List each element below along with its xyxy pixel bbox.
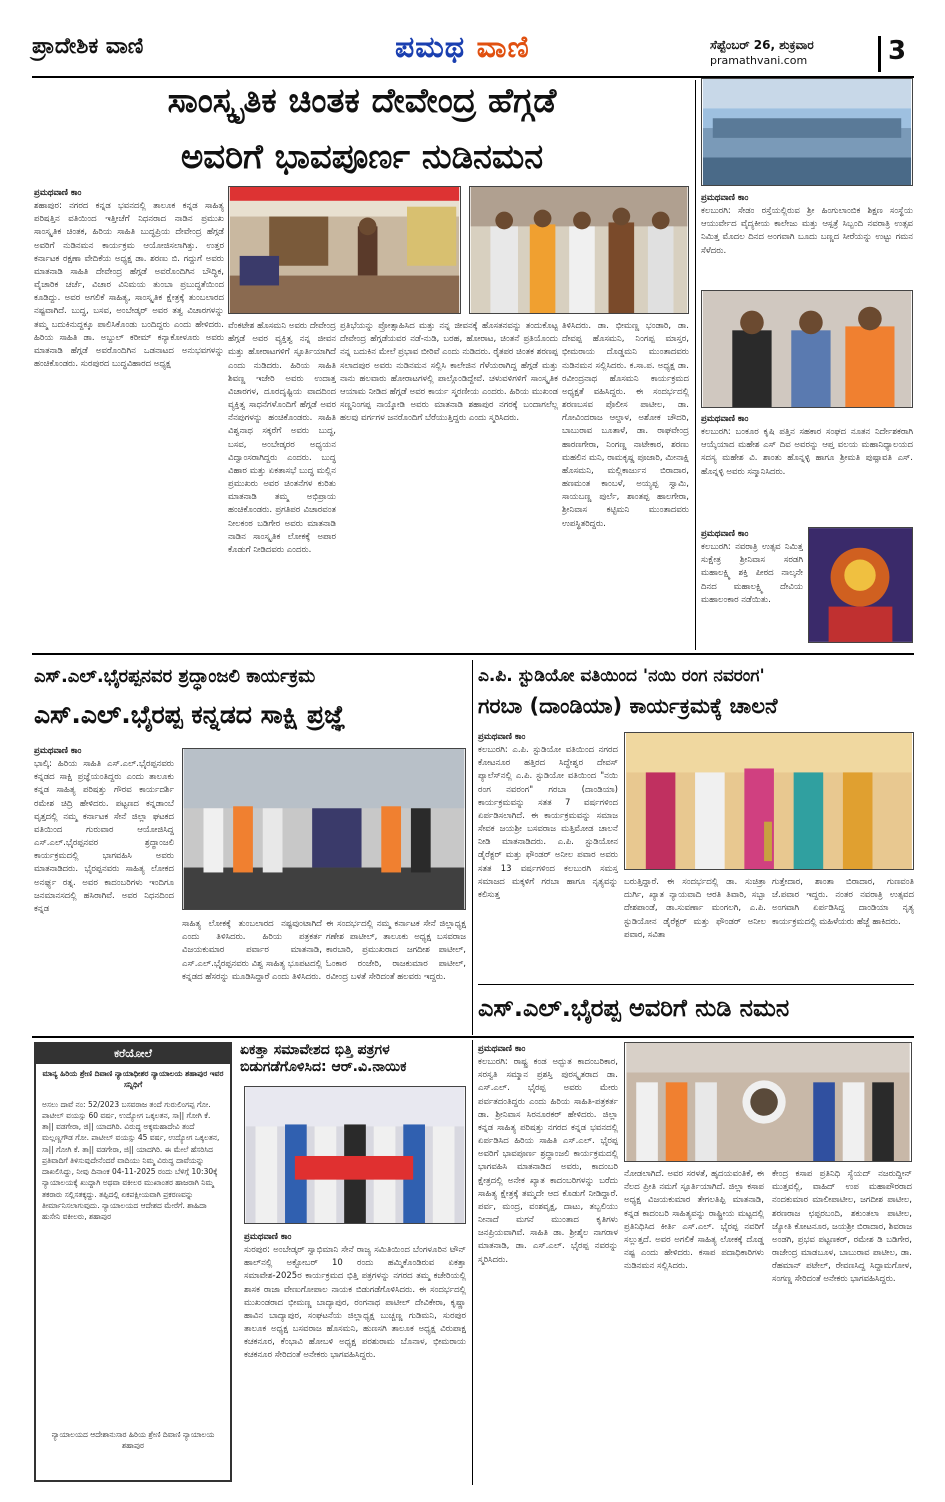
- photo-goddess-decoration: [809, 528, 912, 642]
- photo-byrappa-tribute: [625, 1043, 911, 1161]
- garba-byline: ಪ್ರಮಥವಾಣಿ ಕಾಂ: [478, 732, 526, 742]
- side-brief2-byline: ಪ್ರಮಥವಾಣಿ ಕಾಂ: [701, 414, 749, 424]
- side-brief3-byline: ಪ್ರಮಥವಾಣಿ ಕಾಂ: [701, 529, 749, 539]
- lead-headline-1: ಸಾಂಸ್ಕೃತಿಕ ಚಿಂತಕ ದೇವೇಂದ್ರ ಹೆಗ್ಗಡೆ: [167, 81, 557, 121]
- garba-rule: [478, 984, 914, 985]
- garba-col1: ಕಲಬುರಗಿ: ಎ.ಪಿ. ಸ್ಟುಡಿಯೋ ವತಿಯಿಂದ ನಗರದ ಕೋಟನೂರ ಹತ್ತಿರದ ಸಿದ್ಧೇಶ್ವರ ದೇವಸ್ ಪ್ಯಾಲೆಸ್‌ನಲ್ಲಿ ಎ.ಪಿ. ಸ್ಟುಡಿಯೋ ವತಿಯಿಂದ "ನಯಿ ರಂಗ ನವರಂಗ" ಗರಬಾ (ದಾಂಡಿಯಾ) ಕಾರ್ಯಕ್ರಮವನ್ನು ಸತತ 7 ವರ್ಷಗಳಿಂದ ಏರ್ಪಡಿಸಲಾಗಿದೆ. ಈ ಕಾರ್ಯಕ್ರಮವನ್ನು ಸಮಾಜ ಸೇವಕ ಜಯಶ್ರೀ ಬಸವರಾಜ ಮತ್ತಿಮೋಡ ಚಾಲನೆ ನೀಡಿ ಮಾತನಾಡಿದರು. ಎ.ಪಿ. ಸ್ಟುಡಿಯೋನ ಡೈರೆಕ್ಟರ್ ಮತ್ತು ಫೌಂಡರ್ ಅನೀಲ ಪವಾರ ಅವರು ಸತತ 13 ವರ್ಷಗಳಿಂದ ಕಲಬುರಗಿ ಸಮಸ್ತ ಸಮಾಜದ ಮಕ್ಕಳಿಗೆ ಗರಬಾ ಹಾಗೂ ನೃತ್ಯವನ್ನು ಕಲಿಸುತ್ತ: [478, 745, 618, 900]
- masthead-part2: ವಾಣಿ: [476, 30, 530, 65]
- photo-felicitation: [702, 291, 912, 407]
- unity-photo: [244, 1086, 466, 1224]
- section-title: ಪ್ರಾದೇಶಿಕ ವಾಣಿ: [32, 34, 144, 59]
- photo-group-tribute: [470, 187, 688, 313]
- lower-rule: [32, 1036, 914, 1038]
- lead-photo-group: [469, 186, 689, 314]
- garba-col2: ಬರುತ್ತಿದ್ದಾರೆ. ಈ ಸಂದರ್ಭದಲ್ಲಿ ಡಾ. ಸುಚಿತ್ರಾ ದುರ್ಗಿ, ಖ್ಯಾತ ನ್ಯಾಯವಾದಿ ಆರತಿ ತಿವಾರಿ, ಸಬ್ಬಾ ದೇಶಪಾಂಡೆ, ಡಾ.ಸುವರ್ಣಾ ಮಂಗಲಗಿ, ಎ.ಪಿ. ಸ್ಟುಡಿಯೋನ ಡೈರೆಕ್ಟರ್ ಮತ್ತು ಫೌಂಡರ್ ಅನೀಲ ಪವಾರ, ಸವಿತಾ: [624, 877, 766, 940]
- byrappa-headline-2: ಎಸ್.ಎಲ್.ಭೈರಪ್ಪ ಕನ್ನಡದ ಸಾಕ್ಷಿ ಪ್ರಜ್ಞೆ: [34, 700, 346, 729]
- photo-garba-inauguration: [625, 733, 913, 869]
- lead-col2: ವೆಂಕಟೇಶ ಹೊಸಮನಿ ಅವರು ದೇವೇಂದ್ರ ಹೆಗ್ಗಡೆ ಅವರ ವ್ಯಕ್ತಿತ್ವ ನನ್ನ ಜೀವನ ಮತ್ತು ಹೋರಾಟಗಳಿಗೆ ಸ್ಫೂರ್ತಿಯಾಗಿದೆ ಎಂದು ನುಡಿದರು. ಹಿರಿಯ ಸಾಹಿತಿ ಶಿವಣ್ಣ ಇಜೇರಿ ಅವರು ಉದಾತ್ತ ವಿಚಾರಗಳ, ದೂರದೃಷ್ಟಿಯ ವಾದದಿಂದ ವ್ಯಕ್ತಿತ್ವ ಸಾಧನೆಗಳೊಂದಿಗೆ ಹೆಗ್ಗಡೆ ಅವರ ನೆನಪುಗಳನ್ನು ಹಂಚಿಕೊಂಡರು. ಸಾಹಿತಿ ವಿಶ್ವನಾಥ ಸಕ್ಕರೆಗೆ ಅವರು ಬುದ್ಧ, ಬಸವ, ಅಂಬೇಡ್ಕರರ ಅಧ್ಯಯನ ವಿದ್ವಾಂಸರಾಗಿದ್ದರು ಎಂದರು. ಬುದ್ಧ ವಿಹಾರ ಮತ್ತು ಏಕತಾಸಭೆ ಬುದ್ಧ ಮಲ್ಲಿನ ಪ್ರಮುಖರು ಅವರ ಚಿಂತನೆಗಳ ಕುರಿತು ಮಾತನಾಡಿ ತಮ್ಮ ಅಭಿಪ್ರಾಯ ಹಂಚಿಕೊಂಡರು. ಪ್ರಗತಿಪರ ವಿಚಾರವಂತ ನೀಲಕಂಠ ಬಡಿಗೇರ ಅವರು ಮಾತನಾಡಿ ನಾಡಿನ ಸಾಂಸ್ಕೃತಿಕ ಲೋಕಕ್ಕೆ ಅಪಾರ ಕೊಡುಗೆ ನೀಡಿದವರು ಎಂದರು.: [228, 321, 336, 555]
- byrappa-col2: ಸಾಹಿತ್ಯ ಲೋಕಕ್ಕೆ ತುಂಬಲಾರದ ನಷ್ಟವುಂಟಾಗಿದೆ ಎಂದು ತಿಳಿಸಿದರು. ಹಿರಿಯ ಪತ್ರಕರ್ತ ವಿಜಯಕುಮಾರ ಪರ್ವಾರ ಮಾತನಾಡಿ, ಎಸ್.ಎಲ್.ಭೈರಪ್ಪನವರು ವಿಶ್ವ ಸಾಹಿತ್ಯ ಭೂಪಟದಲ್ಲಿ ಕನ್ನಡದ ಹೆಸರನ್ನು ಮೂಡಿಸಿದ್ದಾರೆ ಎಂದು ತಿಳಿಸಿದರು.: [182, 919, 322, 982]
- side-photo-nurses: [701, 78, 913, 186]
- side-brief1-text: ಕಲಬುರಗಿ: ಸೇಡಂ ರಸ್ತೆಯಲ್ಲಿರುವ ಶ್ರೀ ಹಿಂಗುಲಾಂಬಿಕ ಶಿಕ್ಷಣ ಸಂಸ್ಥೆಯ ಆಯುರ್ವೇದ ವೈದ್ಯಕೀಯ ಕಾಲೇಜು ಮತ್ತು ಆಸ್ಪತ್ರೆ ಸಿಬ್ಬಂದಿ ನವರಾತ್ರಿ ಉತ್ಸವ ನಿಮಿತ್ತ ಮೊದಲ ದಿನದ ಅಂಗವಾಗಿ ಬೂದು ಬಣ್ಣದ ಸೀರೆಯನ್ನು ಉಟ್ಟು ಗಮನ ಸೆಳೆದರು.: [701, 206, 913, 256]
- photo-stage-speaker: [229, 187, 460, 313]
- tribute-col1: ಕಲಬುರಗಿ: ರಾಷ್ಟ್ರ ಕಂಡ ಅದ್ಭುತ ಕಾದಂಬರಿಕಾರ, ಸರಸ್ವತಿ ಸಮ್ಮಾನ ಪ್ರಶಸ್ತಿ ಪುರಸ್ಕೃತರಾದ ಡಾ. ಎಸ್.ಎಲ್. ಭೈರಪ್ಪ ಅವರು ಮೇರು ಪರ್ವತದಂತಿದ್ದರು ಎಂದು ಹಿರಿಯ ಸಾಹಿತಿ-ಪತ್ರಕರ್ತ ಡಾ. ಶ್ರೀನಿವಾಸ ಸಿರನೂರಕರ್ ಹೇಳಿದರು. ಜಿಲ್ಲಾ ಕನ್ನಡ ಸಾಹಿತ್ಯ ಪರಿಷತ್ತು ನಗರದ ಕನ್ನಡ ಭವನದಲ್ಲಿ ಏರ್ಪಡಿಸಿದ ಹಿರಿಯ ಸಾಹಿತಿ ಎಸ್.ಎಲ್. ಭೈರಪ್ಪ ಅವರಿಗೆ ಭಾವಪೂರ್ಣ ಶ್ರದ್ಧಾಂಜಲಿ ಕಾರ್ಯಕ್ರಮದಲ್ಲಿ ಭಾಗವಹಿಸಿ ಮಾತನಾಡಿದ ಅವರು, ಕಾದಂಬರಿ ಕ್ಷೇತ್ರದಲ್ಲಿ ಅನೇಕ ಖ್ಯಾತ ಕಾದಂಬರಿಗಳನ್ನು ಬರೆದು ಸಾಹಿತ್ಯ ಕ್ಷೇತ್ರಕ್ಕೆ ತಮ್ಮದೇ ಆದ ಕೊಡುಗೆ ನೀಡಿದ್ದಾರೆ. ಪರ್ವ, ಮಂದ್ರ, ವಂಶವೃಕ್ಷ, ದಾಟು, ತಬ್ಬಲಿಯು ನೀನಾದೆ ಮಗನೆ ಮುಂತಾದ ಕೃತಿಗಳು ಜನಪ್ರಿಯವಾಗಿವೆ. ಸಾಹಿತಿ ಡಾ. ಶ್ರೀಶೈಲ ನಾಗರಾಳ ಮಾತನಾಡಿ, ಡಾ. ಎಸ್.ಎಲ್. ಭೈರಪ್ಪ ನವರನ್ನು ಸ್ಮರಿಸಿದರು.: [478, 1057, 618, 1265]
- lead-headline-2: ಅವರಿಗೆ ಭಾವಪೂರ್ಣ ನುಡಿನಮನ: [180, 137, 544, 177]
- tribute-photo: [624, 1042, 912, 1162]
- notice-footer: ನ್ಯಾಯಾಲಯದ ಆದೇಶಾನುಸಾರ ಹಿರಿಯ ಶ್ರೇಣಿ ದಿವಾಣಿ ನ್ಯಾಯಾಲಯ ಶಹಾಪುರ: [51, 1429, 215, 1450]
- side-brief3-text: ಕಲಬುರಗಿ: ನವರಾತ್ರಿ ಉತ್ಸವ ನಿಮಿತ್ತ ಸುಕ್ಷೇತ್ರ ಶ್ರೀನಿವಾಸ ಸರಡಗಿ ಮಹಾಲಕ್ಷ್ಮಿ ಶಕ್ತಿ ಪೀಠದ ನಾಲ್ಕನೇ ದಿನದ ಮಹಾಲಕ್ಷ್ಮಿ ದೇವಿಯ ಮಹಾಲಂಕಾರ ನಡೆಯಿತು.: [701, 542, 803, 605]
- column-rule-mid: [472, 660, 473, 1035]
- garba-headline-1: ಎ.ಪಿ. ಸ್ಟುಡಿಯೋ ವತಿಯಿಂದ 'ನಯಿ ರಂಗ ನವರಂಗ': [478, 666, 765, 686]
- tribute-col2: ನೋಡಲಾಗಿದೆ. ಅವರ ಸರಳತೆ, ಹೃದಯವಂತಿಕೆ, ಈ ನೆಲದ ಪ್ರೀತಿ ನಮಗೆ ಸ್ಫೂರ್ತಿಯಾಗಿದೆ. ಜಿಲ್ಲಾ ಕಸಾಪ ಅಧ್ಯಕ್ಷ ವಿಜಯಕುಮಾರ ತೇಗಲತಿಪ್ಪಿ ಮಾತನಾಡಿ, ಕನ್ನಡ ಕಾದಂಬರಿ ಸಾಹಿತ್ಯವನ್ನು ರಾಷ್ಟ್ರೀಯ ಮಟ್ಟದಲ್ಲಿ ಪ್ರತಿನಿಧಿಸಿದ ಕೀರ್ತಿ ಎಸ್.ಎಲ್. ಭೈರಪ್ಪ ನವರಿಗೆ ಸಲ್ಲುತ್ತದೆ. ಅವರ ಅಗಲಿಕೆ ಸಾಹಿತ್ಯ ಲೋಕಕ್ಕೆ ದೊಡ್ಡ ನಷ್ಟ ಎಂದು ಹೇಳಿದರು. ಕಸಾಪ ಪದಾಧಿಕಾರಿಗಳು ನುಡಿನಮನ ಸಲ್ಲಿಸಿದರು.: [624, 1169, 764, 1272]
- photo-poster-release: [245, 1087, 465, 1223]
- byrappa-byline: ಪ್ರಮಥವಾಣಿ ಕಾಂ: [34, 746, 82, 756]
- garba-headline-2: ಗರಬಾ (ದಾಂಡಿಯಾ) ಕಾರ್ಯಕ್ರಮಕ್ಕೆ ಚಾಲನೆ: [478, 694, 778, 718]
- side-photo-felicitation: [701, 290, 913, 408]
- lead-col3: ಪ್ರತಿಭೆಯನ್ನು ಪ್ರೋತ್ಸಾಹಿಸಿದ ಮತ್ತು ನನ್ನ ಜೀವನಕ್ಕೆ ಹೊಸತನವನ್ನು ತಂದುಕೊಟ್ಟ ದೇವೇಂದ್ರ ಹೆಗ್ಗಡೆಯವರ ನಡೆ-ನುಡಿ, ಬರಹ, ಹೋರಾಟ, ಚಿಂತನೆ ಪ್ರತಿಯೊಂದು ನನ್ನ ಬದುಕಿನ ಮೇಲೆ ಪ್ರಭಾವ ಬೀರಿವೆ ಎಂದು ನುಡಿದರು. ರೈತಪರ ಚಿಂತಕ ಶರಣಪ್ಪ ಸಲಾದಪುರ ಅವರು ನುಡಿನಮನ ಸಲ್ಲಿಸಿ ಕಾಲೇಜಿನ ಗೆಳೆಯರಾಗಿದ್ದ ಹೆಗ್ಗಡೆ ಮತ್ತು ನಾನು ಹಲವಾರು ಹೋರಾಟಗಳಲ್ಲಿ ಪಾಲ್ಗೊಂಡಿದ್ದೇವೆ. ಚಳುವಳಿಗಳಿಗೆ ಸಾಂಸ್ಕೃತಿಕ ಆಯಾಮ ನೀಡಿದ ಹೆಗ್ಗಡೆ ಅವರ ಕಾರ್ಯ ಸ್ಮರಣೀಯ ಎಂದರು. ಹಿರಿಯ ಮುಖಂಡ ಸಣ್ಣನಿಂಗಪ್ಪ ನಾಯ್ಕೋಡಿ ಅವರು ಮಾತನಾಡಿ ಶಹಾಪುರ ನಗರಕ್ಕೆ ಬಂದಾಗಲೆಲ್ಲ ಹಲವು ವರ್ಗಗಳ ಜನರೊಂದಿಗೆ ಬೆರೆಯುತ್ತಿದ್ದರು ಎಂದು ಸ್ಮರಿಸಿದರು.: [340, 321, 558, 424]
- column-rule-right: [695, 80, 696, 650]
- lead-col1: ಶಹಾಪುರ: ನಗರದ ಕನ್ನಡ ಭವನದಲ್ಲಿ ತಾಲೂಕ ಕನ್ನಡ ಸಾಹಿತ್ಯ ಪರಿಷತ್ತಿನ ವತಿಯಿಂದ ಇತ್ತೀಚೆಗೆ ನಿಧನರಾದ ನಾಡಿನ ಪ್ರಮುಖ ಸಾಂಸ್ಕೃತಿಕ ಚಿಂತಕ, ಹಿರಿಯ ಸಾಹಿತಿ ಬುದ್ಧಪ್ರಿಯ ದೇವೇಂದ್ರ ಹೆಗ್ಗಡೆ ಅವರಿಗೆ ನುಡಿನಮನ ಕಾರ್ಯಕ್ರಮ ಆಯೋಜಿಸಲಾಗಿತ್ತು. ಉತ್ತರ ಕರ್ನಾಟಕ ರಕ್ಷಣಾ ವೇದಿಕೆಯ ಅಧ್ಯಕ್ಷ ಡಾ. ಶರಣು ಬಿ. ಗದ್ದುಗೆ ಅವರು ಮಾತನಾಡಿ ಸಾಹಿತಿ ದೇವೇಂದ್ರ ಹೆಗ್ಗಡೆ ಅವರೊಂದಿಗಿನ ಬೌದ್ಧಿಕ, ವೈಚಾರಿಕ ಚರ್ಚೆ, ವಿಚಾರ ವಿನಿಮಯ ತುಂಬಾ ಪ್ರಬುದ್ಧತೆಯಿಂದ ಕೂಡಿದ್ದು. ಅವರ ಅಗಲಿಕೆ ಸಾಹಿತ್ಯ, ಸಾಂಸ್ಕೃತಿಕ ಕ್ಷೇತ್ರಕ್ಕೆ ತುಂಬಲಾರದ ನಷ್ಟವಾಗಿದೆ. ಬುದ್ಧ, ಬಸವ, ಅಂಬೇಡ್ಕರ್ ಅವರ ತತ್ವ ವಿಚಾರಗಳನ್ನು ತಮ್ಮ ಬದುಕಿನುದ್ದಕ್ಕೂ ಪಾಲಿಸಿಕೊಂಡು ಬಂದಿದ್ದರು ಎಂದು ಹೇಳಿದರು. ಹಿರಿಯ ಸಾಹಿತಿ ಡಾ. ಅಬ್ದುಲ್ ಕರೀಮ್ ಕನ್ಯಾಕೋಳೂರು ಅವರು ಮಾತನಾಡಿ ಹೆಗ್ಗಡೆ ಅವರೊಂದಿಗಿನ ಒಡನಾಟದ ಅನುಭವಗಳನ್ನು ಹಂಚಿಕೊಂಡರು. ಸುರಪುರದ ಬುದ್ಧವಿಹಾರದ ಅಧ್ಯಕ್ಷ: [34, 201, 224, 370]
- website-link[interactable]: pramathvani.com: [710, 54, 808, 67]
- side-brief2-text: ಕಲಬುರಗಿ: ಬಂಕೂರ ಕೃಷಿ ಪತ್ತಿನ ಸಹಕಾರ ಸಂಘದ ನೂತನ ನಿರ್ದೇಶಕರಾಗಿ ಆಯ್ಕೆಯಾದ ಮಹೇಶ ಎಸ್ ದಿವ ಅವರನ್ನು ಆಪ್ತ ವಲಯ ಮಹಾನಿಧ್ಯಾಲಯದ ಸದಸ್ಯ ಮಹೇಶ ವಿ. ಶಾಂತು ಹೊನ್ನಳ್ಳಿ ಹಾಗೂ ಶ್ರೀಮತಿ ಪುಷ್ಪಾವತಿ ಎಸ್. ಹೊನ್ನಳ್ಳಿ ಅವರು ಸನ್ಮಾನಿಸಿದರು.: [701, 427, 913, 477]
- side-photo-goddess: [808, 527, 913, 643]
- byrappa-photo: [182, 748, 466, 910]
- lead-photo-stage: [228, 186, 461, 314]
- issue-date: ಸೆಪ್ಟೆಂಬರ್ 26, ಶುಕ್ರವಾರ: [710, 38, 814, 52]
- tribute-col3: ಕೇಂದ್ರ ಕಸಾಪ ಪ್ರತಿನಿಧಿ ಸ್ಯೆಯದ್ ನಜರುದ್ದೀನ್ ಮುತ್ತವಲ್ಲಿ, ವಾಹಿದ್ ಉಪ ಮಹಾಪೌರರಾದ ನಂದಕುಮಾರ ಮಾಲೀಪಾಟೀಲ, ಜಗದೀಶ ಪಾಟೀಲ, ಶರಣರಾಜ ಛಪ್ಪರಬಂದಿ, ಶಕುಂತಲಾ ಪಾಟೀಲ, ಜ್ಯೋತಿ ಕೋಟನೂರ, ಜಯಶ್ರೀ ಬಿರಾದಾರ, ಶಿವರಾಜ ಅಂಡಗಿ, ಪ್ರಭವ ಪಟ್ಟಣಕರ್, ರಮೇಶ ಡಿ ಬಡಿಗೇರ, ರಾಜೇಂದ್ರ ಮಾಡಬೂಳ, ಬಾಬುರಾವ ಪಾಟೀಲ, ಡಾ. ರೆಹಮಾನ್ ಪಟೇಲ್, ರೇವಣಸಿದ್ದ ಸಿದ್ದಾಮಗೋಳ, ಸಂಗಣ್ಣ ಸೇರಿದಂತೆ ಅನೇಕರು ಭಾಗವಹಿಸಿದ್ದರು.: [772, 1169, 912, 1285]
- header-divider: [878, 36, 881, 72]
- notice-text: ಅಸಲು ದಾವೆ ನಂ: 52/2023 ಬಸವರಾಜ ತಂದೆ ಗುರುಲಿಂಗಪ್ಪ ಗೋ. ಪಾಟೀಲ್ ವಯಸ್ಸು 60 ವರ್ಷ, ಉದ್ಯೋಗ ಒಕ್ಕಲತನ, ಸಾ|| ಗೋಗಿ ಕೆ. ತಾ|| ವಡಗೇರಾ, ಜಿ|| ಯಾದಗಿರಿ. ವಿರುದ್ಧ ಅಕ್ಕಮಹಾದೇವಿ ತಂದೆ ಮಲ್ಲಣ್ಣಗೌಡ ಗೋ. ಪಾಟೀಲ್ ವಯಸ್ಸು 45 ವರ್ಷ, ಉದ್ಯೋಗ ಒಕ್ಕಲತನ, ಸಾ|| ಗೋಗಿ ಕೆ. ತಾ|| ವಡಗೇರಾ, ಜಿ|| ಯಾದಗಿರಿ. ಈ ಮೇಲೆ ಹೆಸರಿಸಿದ ಪ್ರತಿವಾದಿಗೆ ತಿಳಿಸುವುದೇನೆಂದರೆ ವಾದಿಯು ನಿಮ್ಮ ವಿರುದ್ಧ ದಾವೆಯನ್ನು ದಾಖಲಿಸಿದ್ದು, ನೀವು ದಿನಾಂಕ 04-11-2025 ರಂದು ಬೆಳಿಗ್ಗೆ 10:30ಕ್ಕೆ ನ್ಯಾಯಾಲಯಕ್ಕೆ ಖುದ್ದಾಗಿ ಅಥವಾ ವಕೀಲರ ಮುಖಾಂತರ ಹಾಜರಾಗಿ ನಿಮ್ಮ ತಕರಾರು ಸಲ್ಲಿಸತಕ್ಕದ್ದು. ತಪ್ಪಿದಲ್ಲಿ ಏಕಪಕ್ಷೀಯವಾಗಿ ಪ್ರಕರಣವನ್ನು ತೀರ್ಮಾನಿಸಲಾಗುವುದು. ನ್ಯಾಯಾಲಯದ ಆದೇಶದ ಮೇರೆಗೆ. ಶಾಹಿದಾ ಹುಸೇನಿ ವಕೀಲರು, ಶಹಾಪುರ: [42, 1099, 220, 1221]
- side-brief1-byline: ಪ್ರಮಥವಾಣಿ ಕಾಂ: [701, 193, 749, 203]
- court-notice: [34, 1042, 232, 1482]
- column-rule-lower: [472, 1040, 473, 1485]
- notice-heading: ಕರೆಯೋಲೆ: [36, 1044, 230, 1064]
- photo-college-staff: [702, 79, 912, 185]
- unity-text: ಸುರಪುರ: ಅಂಬೇಡ್ಕರ್ ಸ್ವಾಭಿಮಾನಿ ಸೇನೆ ರಾಜ್ಯ ಸಮಿತಿಯಿಂದ ಬೆಂಗಳೂರಿನ ಟೌನ್ ಹಾಲ್‌ನಲ್ಲಿ ಅಕ್ಟೋಬರ್ 10 ರಂದು ಹಮ್ಮಿಕೊಂಡಿರುವ ಏಕತ್ತಾ ಸಮಾವೇಶ-2025ರ ಕಾರ್ಯಕ್ರಮದ ಭಿತ್ತಿ ಪತ್ರಗಳನ್ನು ನಗರದ ತಮ್ಮ ಕಚೇರಿಯಲ್ಲಿ ಶಾಸಕ ರಾಜಾ ವೇಣುಗೋಪಾಲ ನಾಯಕ ಬಿಡುಗಡೆಗೊಳಿಸಿದರು. ಈ ಸಂದರ್ಭದಲ್ಲಿ ಮುಖಂಡರಾದ ಭೀಮಣ್ಣ ಬಾದ್ಯಾಪುರ, ರಂಗನಾಥ ಪಾಟೀಲ್ ದೇವಿಕೇರಾ, ಕೃಷ್ಣಾ ಹಾವಿನ ಬಾದ್ಯಾಪುರ, ಸಂಘಟನೆಯ ಜಿಲ್ಲಾಧ್ಯಕ್ಷ ಬುಚ್ಚಣ್ಣ ಗುಡಿಮನಿ, ಸುರಪುರ ತಾಲೂಕ ಅಧ್ಯಕ್ಷ ಬಸವರಾಜ ಹೊಸಮನಿ, ಹುಣಸಗಿ ತಾಲೂಕ ಅಧ್ಯಕ್ಷ ವಿರುಪಾಕ್ಷ ಕಚಕನೂರ, ಕೆಂಭಾವಿ ಹೋಬಳಿ ಅಧ್ಯಕ್ಷ ಪರಶುರಾಮ ಬೊನಾಳ, ಭೀಮರಾಯ ಕಚಕನೂರ ಸೇರಿದಂತೆ ಅನೇಕರು ಭಾಗವಹಿಸಿದ್ದರು.: [244, 1245, 466, 1361]
- tribute-byline: ಪ್ರಮಥವಾಣಿ ಕಾಂ: [478, 1044, 526, 1054]
- garba-photo: [624, 732, 914, 870]
- byrappa-col3: ಈ ಸಂದರ್ಭದಲ್ಲಿ ನಮ್ಮ ಕರ್ನಾಟಕ ಸೇನೆ ಜಿಲ್ಲಾಧ್ಯಕ್ಷ ಗಣೇಶ ಪಾಟೀಲ್, ತಾಲೂಕು ಅಧ್ಯಕ್ಷ ಬಸವರಾಜ ಕಾರಬಾರಿ, ಪ್ರಮುಖರಾದ ಜಗದೀಶ ಪಾಟೀಲ್, ಓಂಕಾರ ರಂಜೇರಿ, ರಾಜಕುಮಾರ ಪಾಟೀಲ್, ರವೀಂದ್ರ ಬಳತೆ ಸೇರಿದಂತೆ ಹಲವರು ಇದ್ದರು.: [326, 919, 466, 982]
- byrappa-col1: ಭಾಲ್ಕಿ: ಹಿರಿಯ ಸಾಹಿತಿ ಎಸ್.ಎಲ್.ಭೈರಪ್ಪನವರು ಕನ್ನಡದ ಸಾಕ್ಷಿ ಪ್ರಜ್ಞೆಯಂತಿದ್ದರು ಎಂದು ತಾಲೂಕು ಕನ್ನಡ ಸಾಹಿತ್ಯ ಪರಿಷತ್ತು ಗೌರವ ಕಾರ್ಯದರ್ಶಿ ರಮೇಶ ಚಿದ್ರಿ ಹೇಳಿದರು. ಪಟ್ಟಣದ ಕನ್ನಡಾಂಬೆ ವೃತ್ತದಲ್ಲಿ ನಮ್ಮ ಕರ್ನಾಟಕ ಸೇನೆ ಜಿಲ್ಲಾ ಘಟಕದ ವತಿಯಿಂದ ಗುರುವಾರ ಆಯೋಜಿಸಿದ್ದ ಎಸ್.ಎಲ್.ಭೈರಪ್ಪನವರ ಶ್ರದ್ಧಾಂಜಲಿ ಕಾರ್ಯಕ್ರಮದಲ್ಲಿ ಭಾಗವಹಿಸಿ ಅವರು ಮಾತನಾಡಿದರು. ಭೈರಪ್ಪನವರು ಸಾಹಿತ್ಯ ಲೋಕದ ಅನರ್ಘ್ಯ ರತ್ನ. ಅವರ ಕಾದಂಬರಿಗಳು ಇಂದಿಗೂ ಜನಮಾನಸದಲ್ಲಿ ಹಸಿರಾಗಿವೆ. ಅವರ ನಿಧನದಿಂದ ಕನ್ನಡ: [34, 759, 174, 914]
- masthead-part1: ಪಮಥ: [395, 30, 466, 65]
- masthead-logo: [395, 30, 530, 65]
- unity-headline: ಏಕತ್ತಾ ಸಮಾವೇಶದ ಭಿತ್ತಿ ಪತ್ರಗಳ ಬಿಡುಗಡೆಗೊಳಿಸಿದ: ಆರ್.ವಿ.ನಾಯಿಕ: [240, 1042, 407, 1075]
- page-number: 3: [888, 36, 907, 66]
- garba-col3: ಗುತ್ತೇದಾರ, ಶಾಂತಾ ಬಿರಾದಾರ, ಗುಣವಂತಿ ಜೆ.ಪವಾರ ಇದ್ದರು. ನಂತರ ನವರಾತ್ರಿ ಉತ್ಸವದ ಅಂಗವಾಗಿ ಏರ್ಪಡಿಸಿದ್ದ ದಾಂಡಿಯಾ ನೃತ್ಯ ಕಾರ್ಯಕ್ರಮದಲ್ಲಿ ಮಹಿಳೆಯರು ಹೆಜ್ಜೆ ಹಾಕಿದರು.: [772, 877, 914, 927]
- tribute-headline: ಎಸ್.ಎಲ್.ಭೈರಪ್ಪ ಅವರಿಗೆ ನುಡಿ ನಮನ: [478, 994, 790, 1022]
- mid-rule: [32, 653, 914, 655]
- lead-byline: ಪ್ರಮಥವಾಣಿ ಕಾಂ: [34, 188, 82, 198]
- notice-subheading: ಮಾನ್ಯ ಹಿರಿಯ ಶ್ರೇಣಿ ದಿವಾಣಿ ನ್ಯಾಯಾಧೀಶರ ನ್ಯಾಯಾಲಯ ಶಹಾಪುರ ಇವರ ಸನ್ನಿಧಿಗೆ: [42, 1069, 224, 1090]
- photo-shraddhanjali: [183, 749, 465, 909]
- byrappa-headline-1: ಎಸ್.ಎಲ್.ಭೈರಪ್ಪನವರ ಶ್ರದ್ಧಾಂಜಲಿ ಕಾರ್ಯಕ್ರಮ: [34, 666, 316, 687]
- unity-byline: ಪ್ರಮಥವಾಣಿ ಕಾಂ: [244, 1232, 292, 1242]
- lead-col4: ತಿಳಿಸಿದರು. ಡಾ. ಭೀಮಣ್ಣ ಭಂಡಾರಿ, ಡಾ. ದೇವಪ್ಪ ಹೊಸಮನಿ, ನಿಂಗಪ್ಪ ಮಾಸ್ತರ, ಭೀಮರಾಯ ದೊಡ್ಡಮನಿ ಮುಂತಾದವರು ನುಡಿನಮನ ಸಲ್ಲಿಸಿದರು. ಕ.ಸಾ.ಪ. ಅಧ್ಯಕ್ಷ ಡಾ. ರವೀಂದ್ರನಾಥ ಹೊಸಮನಿ ಕಾರ್ಯಕ್ರಮದ ಅಧ್ಯಕ್ಷತೆ ವಹಿಸಿದ್ದರು. ಈ ಸಂದರ್ಭದಲ್ಲಿ ಶರಣಬಸವ ಪೊಲೀಸ ಪಾಟೀಲ, ಡಾ. ಗೋವಿಂದರಾಜ ಆಲ್ದಾಳ, ಅಶೋಕ ಚೌದರಿ, ಬಾಬುರಾವ ಬೂತಾಳೆ, ಡಾ. ರಾಘವೇಂದ್ರ ಹಾರಣಗೇರಾ, ನಿಂಗಣ್ಣ ನಾಟೇಕಾರ, ಶರಣು ಮಹಲಿನ ಮನಿ, ರಾಮಕೃಷ್ಣ ಪೂಜಾರಿ, ಮೀನಾಕ್ಷಿ ಹೊಸಮನಿ, ಮಲ್ಲಿಕಾರ್ಜುನ ಬಿರಾದಾರ, ಹಣಮಂತ ಕಾಂಬಳೆ, ಅಯ್ಯಪ್ಪ ಸ್ವಾಮಿ, ಸಾಯಬಣ್ಣ ಪುರ್ಲೆ, ಶಾಂತಪ್ಪ ಹಾಲಗೇರಾ, ಶ್ರೀನಿವಾಸ ಕಟ್ಟಿಮನಿ ಮುಂತಾದವರು ಉಪಸ್ಥಿತರಿದ್ದರು.: [562, 321, 689, 529]
